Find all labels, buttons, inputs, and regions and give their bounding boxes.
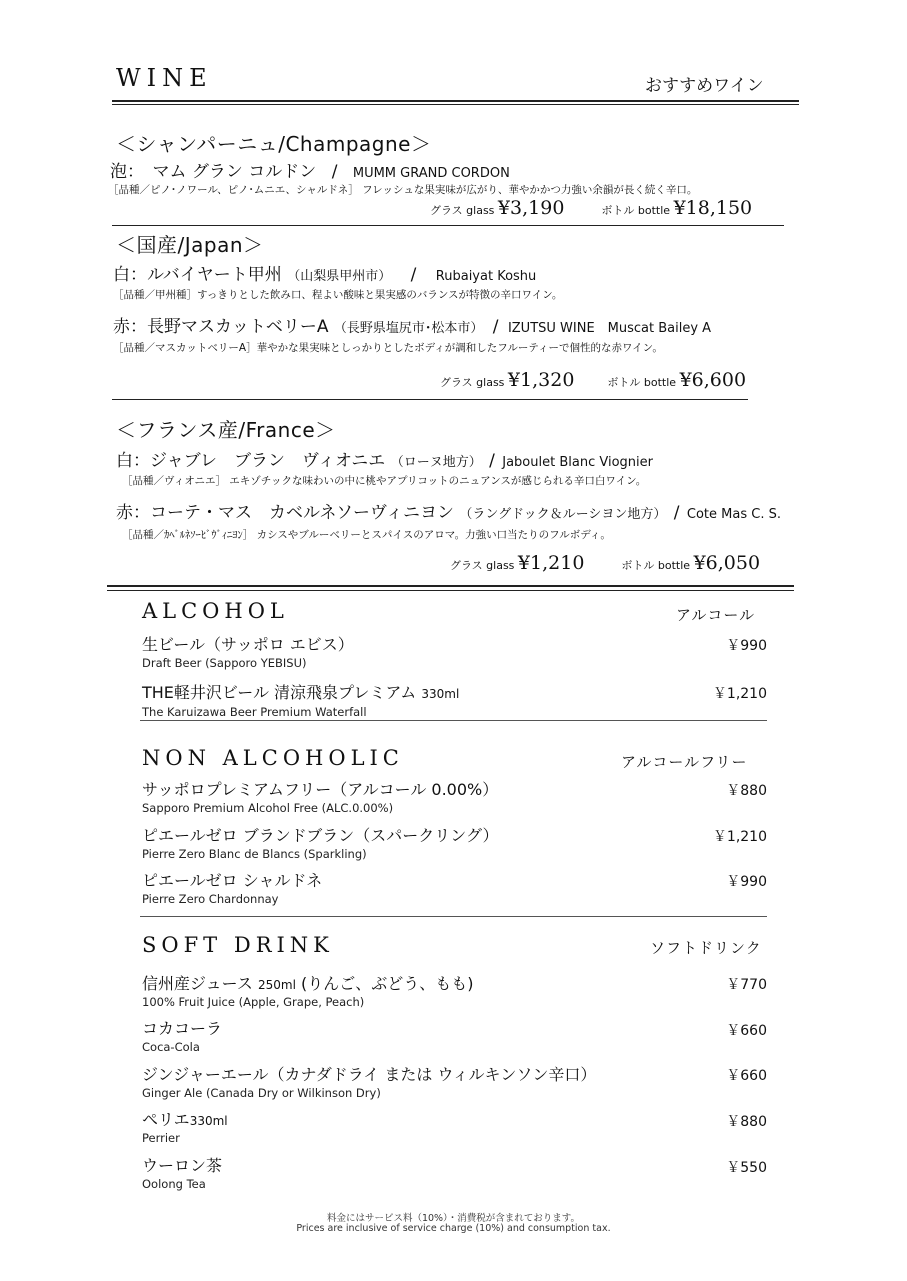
category-divider <box>140 720 767 721</box>
glass-label: グラス glass <box>450 559 515 572</box>
menu-item-price: ￥880 <box>726 783 767 799</box>
menu-item-name-en: Pierre Zero Blanc de Blancs (Sparkling) <box>142 847 367 861</box>
footer-note-en: Prices are inclusive of service charge (10%) and consumption tax. <box>296 1223 611 1234</box>
menu-item-price: ￥880 <box>726 1114 767 1130</box>
france-white-ja: 白：ジャブレ ブラン ヴィオニエ <box>116 451 386 471</box>
menu-item-name-en: Ginger Ale (Canada Dry or Wilkinson Dry) <box>142 1086 381 1100</box>
japan-white-sep: / <box>410 265 417 285</box>
wine-bottom-divider <box>107 585 794 587</box>
menu-item-name <box>142 1107 228 1130</box>
bottle-label: ボトル bottle <box>607 376 677 389</box>
menu-item-price: ￥990 <box>726 638 767 654</box>
france-white-note: ［品種／ヴィオニエ］ エキゾチックな味わいの中に桃やアプリコットのニュアンスが感じられる辛口白ワイン。 <box>122 475 647 487</box>
champagne-sep: / <box>331 162 338 182</box>
menu-item-name-en: Coca-Cola <box>142 1040 200 1054</box>
champagne-prices <box>430 197 752 219</box>
champagne-name <box>110 157 510 182</box>
alcohol-subtitle: アルコール <box>676 606 756 624</box>
bottle-price: ¥6,600 <box>679 369 747 391</box>
menu-item-name-en: Oolong Tea <box>142 1177 206 1191</box>
non-alcoholic-title: NON ALCOHOLIC <box>142 746 404 770</box>
wine-bottom-divider-thin <box>107 590 794 591</box>
menu-item-name-en: Draft Beer (Sapporo YEBISU) <box>142 656 307 670</box>
japan-white-en: Rubaiyat Koshu <box>435 269 537 284</box>
header-divider-thin <box>112 104 799 105</box>
france-red-region: （ラングドック＆ルーシヨン地方） <box>459 507 667 522</box>
menu-item-name-ja: 信州産ジュース <box>142 974 253 993</box>
menu-item-name-ja: ペリエ <box>142 1110 190 1129</box>
japan-white-note: ［品種／甲州種］すっきりとした飲み口、程よい酸味と果実感のバランスが特徴の辛口ワイン。 <box>113 289 563 301</box>
france-red-en: Cote Mas C. S. <box>686 507 781 522</box>
non-alcoholic-subtitle: アルコールフリー <box>621 753 748 771</box>
menu-item-price: ￥990 <box>726 874 767 890</box>
menu-item-price: ￥1,210 <box>712 829 767 845</box>
soft-drink-title: SOFT DRINK <box>142 933 334 957</box>
footer-note-ja: 料金にはサービス料（10%）・消費税が含まれております。 <box>326 1213 581 1224</box>
bottle-price: ¥6,050 <box>693 552 761 574</box>
japan-white-region: （山梨県甲州市） <box>287 269 392 284</box>
bottle-label: ボトル bottle <box>621 559 691 572</box>
japan-red-note: ［品種／マスカットベリーA］華やかな果実味としっかりとしたボディが調和したフルーティーで個性的な赤ワイン。 <box>113 342 663 354</box>
menu-item-name: 生ビール（サッポロ エビス） <box>142 635 354 654</box>
menu-item-name: ウーロン茶 <box>142 1156 223 1175</box>
menu-item-price: ￥770 <box>726 977 767 993</box>
menu-item-price: ￥1,210 <box>712 686 767 702</box>
champagne-heading: ＜シャンパーニュ/Champagne＞ <box>116 132 432 156</box>
japan-prices <box>440 369 746 391</box>
glass-label: グラス glass <box>440 376 505 389</box>
menu-item-name-en: Perrier <box>142 1131 180 1145</box>
glass-price: ¥1,210 <box>517 552 585 574</box>
menu-item-name: ピエールゼロ ブランドブラン（スパークリング） <box>142 826 499 845</box>
menu-item-price: ￥660 <box>726 1023 767 1039</box>
japan-red-ja: 赤：長野マスカットベリーA <box>113 317 329 337</box>
japan-red-name <box>113 312 711 337</box>
alcohol-title: ALCOHOL <box>142 599 289 623</box>
menu-item-price: ￥660 <box>726 1068 767 1084</box>
france-red-sep: / <box>673 503 680 523</box>
japan-white-ja: 白：ルバイヤート甲州 <box>113 265 282 285</box>
france-red-note: ［品種／ｶﾍﾞﾙﾈｿｰﾋﾞｳﾞｨﾆﾖﾝ］ カシスやブルーベリーとスパイスのアロマ。力強い口当たりのフルボディ。 <box>122 529 611 541</box>
menu-item-name-ja: THE軽井沢ビール 清涼飛泉プレミアム <box>142 683 417 702</box>
glass-price: ¥3,190 <box>497 197 565 219</box>
menu-item-name-en: The Karuizawa Beer Premium Waterfall <box>142 705 367 719</box>
france-heading: ＜フランス産/France＞ <box>116 418 336 442</box>
bottle-label: ボトル bottle <box>601 204 671 217</box>
menu-item-name: サッポロプレミアムフリー（アルコール 0.00%） <box>142 780 499 799</box>
menu-item-name-en: Pierre Zero Chardonnay <box>142 892 279 906</box>
champagne-name-ja: 泡： マム グラン コルドン <box>110 162 317 182</box>
menu-item-price: ￥550 <box>726 1160 767 1176</box>
header-divider <box>112 100 799 102</box>
menu-item-volume: 250ml <box>257 978 296 992</box>
japan-white-name <box>113 260 536 285</box>
bottle-price: ¥18,150 <box>673 197 753 219</box>
menu-item-name <box>142 680 459 703</box>
france-white-region: （ローヌ地方） <box>390 455 482 470</box>
soft-drink-subtitle: ソフトドリンク <box>650 939 762 957</box>
page-subtitle: おすすめワイン <box>645 76 764 96</box>
page-title: WINE <box>116 64 213 92</box>
category-divider <box>140 916 767 917</box>
france-white-sep: / <box>489 451 495 471</box>
menu-item-name: ピエールゼロ シャルドネ <box>142 871 323 890</box>
champagne-note: ［品種／ピノ･ノワール、ピノ･ムニエ、シャルドネ］ フレッシュな果実味が広がり、華やかかつ力強い余韻が長く続く辛口。 <box>108 184 698 196</box>
menu-item-flavors: (りんご、ぶどう、もも) <box>301 974 474 993</box>
menu-item-name-en: Sapporo Premium Alcohol Free (ALC.0.00%) <box>142 801 394 815</box>
france-white-en: Jaboulet Blanc Viognier <box>502 455 653 470</box>
glass-price: ¥1,320 <box>507 369 575 391</box>
japan-red-region: （長野県塩尻市･松本市） <box>333 321 484 336</box>
japan-heading: ＜国産/Japan＞ <box>116 233 264 257</box>
menu-item-name: ジンジャーエール（カナダドライ または ウィルキンソン辛口） <box>142 1065 597 1084</box>
japan-red-sep: / <box>492 317 499 337</box>
section-divider <box>112 225 784 226</box>
france-prices <box>450 552 760 574</box>
france-white-name <box>116 446 653 471</box>
glass-label: グラス glass <box>430 204 495 217</box>
menu-item-name <box>142 971 474 994</box>
menu-item-volume: 330ml <box>189 1114 228 1128</box>
menu-item-name: コカコーラ <box>142 1019 223 1038</box>
menu-item-volume: 330ml <box>421 687 460 701</box>
france-red-ja: 赤：コーテ・マス カベルネソーヴィニヨン <box>116 503 454 523</box>
france-red-name <box>116 498 781 523</box>
section-divider <box>112 399 748 400</box>
champagne-name-en: MUMM GRAND CORDON <box>352 166 510 181</box>
japan-red-en: IZUTSU WINE Muscat Bailey A <box>507 321 712 336</box>
menu-item-name-en: 100% Fruit Juice (Apple, Grape, Peach) <box>142 995 365 1009</box>
